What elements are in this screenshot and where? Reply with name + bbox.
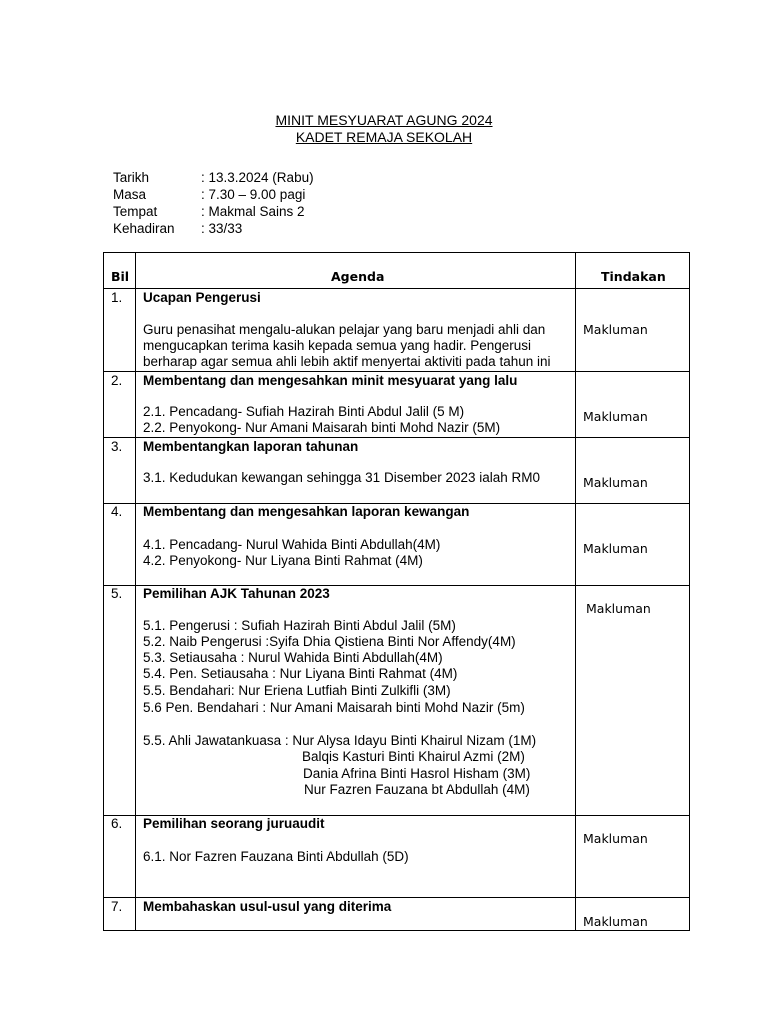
tindakan-value: Makluman (583, 475, 648, 490)
tindakan-value: Makluman (583, 409, 648, 424)
agenda-heading: Membentang dan mengesahkan laporan kewangan (143, 504, 470, 519)
agenda-line: 5.3. Setiausaha : Nurul Wahida Binti Abdullah(4M) (143, 650, 443, 665)
document-title: MINIT MESYUARAT AGUNG 2024 (275, 112, 493, 128)
tindakan-value: Makluman (586, 601, 651, 616)
document-subtitle: KADET REMAJA SEKOLAH (295, 129, 473, 145)
agenda-line: 2.2. Penyokong- Nur Amani Maisarah binti Mohd Nazir (5M) (143, 420, 501, 435)
row-divider (103, 437, 690, 438)
header-agenda: Agenda (331, 269, 385, 284)
info-value-time: : 7.30 – 9.00 pagi (201, 187, 306, 202)
info-label-place: Tempat (113, 204, 158, 219)
info-label-attendance: Kehadiran (113, 221, 175, 236)
table-divider-bil (135, 252, 136, 931)
agenda-line: 5.4. Pen. Setiausaha : Nur Liyana Binti Rahmat (4M) (143, 666, 458, 681)
row-divider (103, 288, 690, 289)
agenda-heading: Membahaskan usul-usul yang diterima (143, 899, 392, 914)
agenda-line: 3.1. Kedudukan kewangan sehingga 31 Disember 2023 ialah RM0 (143, 470, 541, 485)
info-label-time: Masa (113, 187, 147, 202)
ajk-line: 5.5. Ahli Jawatankuasa : Nur Alysa Idayu Binti Khairul Nizam (1M) (143, 733, 537, 748)
ajk-member: Dania Afrina Binti Hasrol Hisham (3M) (303, 766, 531, 781)
agenda-heading: Membentangkan laporan tahunan (143, 439, 359, 454)
agenda-line: 2.1. Pencadang- Sufiah Hazirah Binti Abdul Jalil (5 M) (143, 404, 465, 419)
agenda-line: 5.1. Pengerusi : Sufiah Hazirah Binti Abdul Jalil (5M) (143, 618, 456, 633)
agenda-table (103, 252, 690, 931)
info-label-date: Tarikh (113, 170, 150, 185)
row-divider (103, 371, 690, 372)
agenda-line: 6.1. Nor Fazren Fauzana Binti Abdullah (5D) (143, 849, 409, 864)
tindakan-value: Makluman (583, 831, 648, 846)
table-border-top (103, 252, 690, 253)
agenda-line: 4.1. Pencadang- Nurul Wahida Binti Abdullah(4M) (143, 537, 441, 552)
tindakan-value: Makluman (583, 322, 648, 337)
info-value-attendance: : 33/33 (201, 221, 243, 236)
ajk-member: Balqis Kasturi Binti Khairul Azmi (2M) (302, 749, 525, 764)
agenda-line: 5.6 Pen. Bendahari : Nur Amani Maisarah binti Mohd Nazir (5m) (143, 700, 525, 715)
agenda-line: 4.2. Penyokong- Nur Liyana Binti Rahmat (4M) (143, 553, 423, 568)
table-border-right (689, 252, 690, 931)
row-number: 5. (111, 586, 123, 601)
info-value-place: : Makmal Sains 2 (201, 204, 305, 219)
table-border-left (103, 252, 104, 931)
header-tindakan: Tindakan (601, 269, 666, 284)
agenda-heading: Pemilihan AJK Tahunan 2023 (143, 586, 330, 601)
row-number: 3. (111, 439, 123, 454)
tindakan-value: Makluman (583, 914, 648, 929)
row-number: 2. (111, 373, 123, 388)
agenda-heading: Membentang dan mengesahkan minit mesyuarat yang lalu (143, 373, 518, 388)
agenda-line: 5.5. Bendahari: Nur Eriena Lutfiah Binti Zulkifli (3M) (143, 683, 451, 698)
row-number: 4. (111, 504, 123, 519)
header-bil: Bil (111, 269, 130, 284)
agenda-heading: Pemilihan seorang juruaudit (143, 816, 325, 831)
agenda-heading: Ucapan Pengerusi (143, 290, 261, 305)
agenda-body: Guru penasihat mengalu-alukan pelajar yang baru menjadi ahli dan mengucapkan terima kasih kepada semua yang hadir. Pengerusi berharap agar semua ahli lebih aktif menyertai aktiviti pada tahun ini (143, 322, 551, 370)
agenda-line: 5.2. Naib Pengerusi :Syifa Dhia Qistiena Binti Nor Affendy(4M) (143, 634, 516, 649)
row-divider (103, 897, 690, 898)
table-divider-tindakan (575, 252, 576, 931)
row-number: 1. (111, 290, 123, 305)
row-number: 6. (111, 816, 123, 831)
tindakan-value: Makluman (583, 541, 648, 556)
info-value-date: : 13.3.2024 (Rabu) (201, 170, 314, 185)
ajk-member: Nur Fazren Fauzana bt Abdullah (4M) (304, 782, 530, 797)
row-number: 7. (111, 899, 123, 914)
